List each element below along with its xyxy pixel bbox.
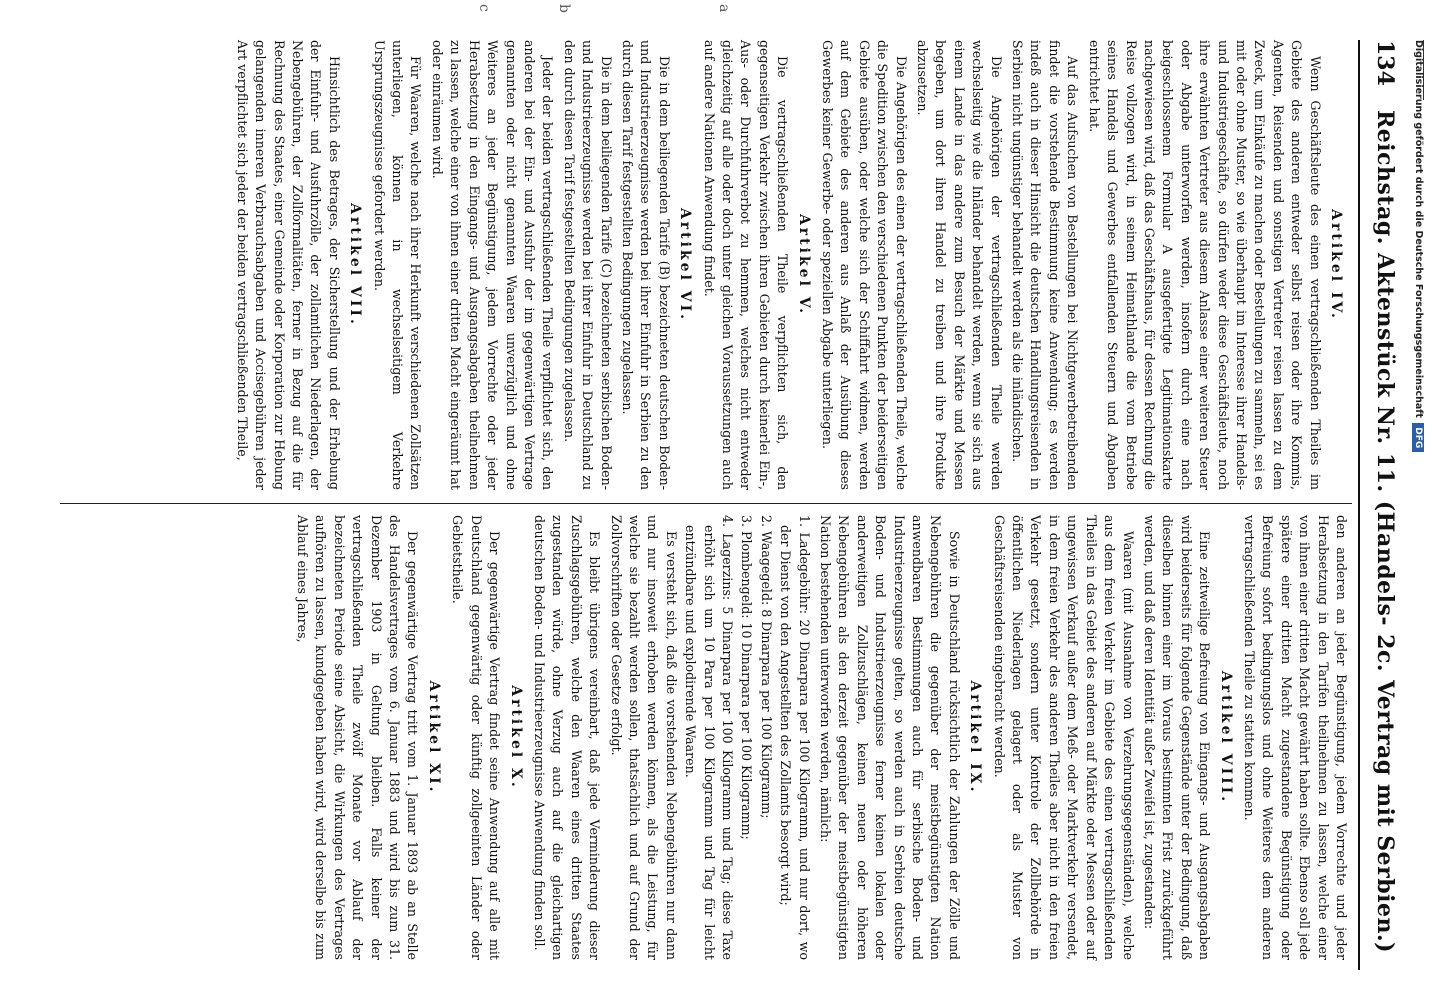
margin-marks — [432, 0, 1132, 26]
digitization-credit: Digitalisierung gefördert durch die Deutsche Forschungsgemeinschaft — [1413, 40, 1424, 418]
margin-mark: a — [716, 4, 732, 13]
article-heading: Artikel VI. — [677, 207, 694, 323]
article-heading: Artikel VII. — [347, 203, 364, 327]
paragraph: den anderen an jeder Begünstigung, jedem Vorrechte und jeder Herabsetzung in den Tarifen theilnehmen zu lassen, welche einer von ihnen einer dritten Macht gewährt haben sollte. Ebenso soll jede spätere einer dritten Macht zugestandene Begünstigung oder Befreiung sofort bedingungslos und ohne Weiteres dem anderen vertragschließenden Theile zu statten kommen. — [1241, 515, 1349, 960]
fee-list-item: 4. Lagerzins: 5 Dinarpara per 100 Kilogramm und Tag; diese Taxe erhöht sich um 10 Para per 100 Kilogramm und Tag für leicht entzündbare und explodirende Waaren. — [683, 515, 735, 960]
dfg-logo: DFG — [1412, 423, 1424, 452]
paragraph: Eine zeitweilige Befreiung von Eingangs- und Ausgangsabgaben wird beiderseits für folgende Gegenstände unter der Bedingung, daß dieselben binnen einer im Voraus bestimmten Frist zurückgeführt werden, und daß deren Identität außer Zweifel ist, zugestanden: — [1141, 515, 1213, 960]
paragraph: Die Angehörigen der vertragschließenden Theile werden wechselseitig wie die Inländer behandelt werden, wenn sie sich aus einem Lande in das andere zum Besuch der Märkte und Messen begeben, um dort ihren Handel zu treiben und ihre Produkte abzusetzen. — [915, 40, 1004, 490]
article-heading: Artikel IX. — [967, 680, 984, 795]
footer-credit-wrap — [1410, 40, 1426, 640]
paragraph: Auf das Aufsuchen von Bestellungen bei Nichtgewerbetreibenden findet die vorstehende Bestimmung keine Anwendung; es werden indeß auch in dieser Hinsicht die deutschen Handlungsreisenden in Serbien nicht ungünstiger behandelt werden als die inländischen. — [1010, 40, 1081, 490]
right-text-column — [60, 515, 1350, 960]
fee-list-item: 2. Waagegeld: 8 Dinarpara per 100 Kilogramm; — [758, 515, 774, 819]
paragraph: Waaren (mit Ausnahme von Verzehrungsgegenständen), welche aus dem freien Verkehr im Gebiete des einen vertragschließenden Theiles in das Gebiet des anderen auf Märkte oder Messen oder auf ungewissen Verkauf außer dem Meß- oder Marktverkehr versendet, in dem freien Verkehr des anderen Theiles aber nicht in den freien Verkehr gesetzt, sondern unter Kontrole der Zollbehörde in öffentlichen Niederlagen gelagert oder als Muster von Geschäftsreisenden eingebracht werden. — [991, 515, 1136, 960]
paragraph: Die Angehörigen des einen der vertragschließenden Theile, welche die Spedition zwischen den verschiedenen Punkten der beiderseitigen Gebiete ausüben, oder welche sich der Schiffahrt widmen, werden auf dem Gebiete des anderen aus Anlaß der Ausübung dieses Gewerbes keiner Gewerbe- oder speziellen Abgabe unterliegen. — [820, 40, 909, 490]
fee-list-item: 3. Plombengeld: 10 Dinarpara per 100 Kilogramm; — [739, 515, 755, 840]
paragraph: Sowie in Deutschland rücksichtlich der Zahlungen der Zölle und Nebengebühren die gegenüber der meistbegünstigten Nation anwendbaren Bestimmungen auch für serbische Boden- und Industrieerzeugnisse gelten, so werden auch in Serbien deutsche Boden- und Industrieerzeugnisse ferner keinen lokalen oder anderweitigen Zollzuschlägen, keinen neuen oder höheren Nebengebühren als den derzeit gegenüber der meistbegünstigten Nation bestehenden unterworfen werden, nämlich: — [818, 515, 962, 960]
paragraph: Es versteht sich, daß die vorstehenden Nebengebühren nur dann und nur insoweit erhoben werden können, als die Leistung, für welche sie bezahlt werden sollen, thatsächlich und auf Grund der Zollvorschriften oder Gesetze erfolgt. — [608, 515, 679, 960]
margin-mark: b — [556, 4, 572, 13]
page-number: 134 — [1372, 40, 1398, 86]
paragraph: Die in dem beiliegenden Tarife (C) bezeichneten serbischen Boden- und Industrieerzeugnisse werden bei ihrer Einfuhr in Deutschland zu den durch diesen Tarif festgestellten Bedingungen zugelassen. — [561, 40, 614, 490]
column-divider — [60, 503, 1352, 504]
paragraph: Die vertragschließenden Theile verpflichten sich, den gegenseitigen Verkehr zwischen ihren Gebieten durch keinerlei Ein-, Aus- oder Durchfuhrverbot zu hemmen, welches nicht entweder gleichzeitig auf alle oder doch unter gleichen Voraussetzungen auch auf andere Nationen Anwendung findet. — [701, 40, 791, 490]
article-heading: Artikel IV. — [1328, 209, 1344, 321]
left-text-column — [60, 40, 1350, 490]
paragraph: Der gegenwärtige Vertrag tritt vom 1. Januar 1893 ab an Stelle des Handelsvertrages vom 6. Januar 1883 und wird bis zum 31. Dezember 1903 in Geltung bleiben. Falls keiner der vertragschließenden Theile zwölf Monate vor Ablauf der bezeichneten Periode seine Absicht, die Wirkungen des Vertrages aufhören zu lassen, kundgegeben haben wird, wird derselbe bis zum Ablauf eines Jahres, — [295, 515, 421, 960]
paragraph: Es bleibt übrigens vereinbart, daß jede Verminderung dieser Zuschlagsgebühren, welche den Waaren eines dritten Staates zugestanden würde, ohne Verzug auch auf die gleichartigen deutschen Boden- und Industrieerzeugnisse Anwendung finden soll. — [531, 515, 603, 960]
paragraph: Die in dem beiliegenden Tarife (B) bezeichneten deutschen Boden- und Industrieerzeugnisse werden bei ihrer Einfuhr in Serbien zu den durch diesen Tarif festgestellten Bedingungen zugelassen. — [619, 40, 672, 490]
fee-list-item: 1. Ladegebühr: 20 Dinarpara per 100 Kilogramm, und nur dort, wo der Dienst von den Angestellten des Zollamts besorgt wird; — [778, 515, 812, 960]
paragraph: Der gegenwärtige Vertrag findet seine Anwendung auf alle mit Deutschland gegenwärtig oder künftig zollgeeinten Länder oder Gebietstheile. — [450, 515, 503, 960]
paragraph: Jeder der beiden vertragschließenden Theile verpflichtet sich, den anderen bei der Ein- und Ausfuhr der im gegenwärtigen Vertrage genannten oder nicht genannten Waaren unverzüglich und ohne Weiteres an jeder Begünstigung, jedem Vorrechte oder jeder Herabsetzung in den Eingangs- und Ausgangsabgaben theilnehmen zu lassen, welche einer von ihnen einer dritten Macht eingeräumt hat oder einräumen wird. — [429, 40, 556, 490]
page-header — [1358, 40, 1404, 970]
article-heading: Artikel X. — [507, 685, 524, 790]
article-heading: Artikel XI. — [425, 680, 442, 795]
paragraph: Hinsichtlich des Betrages, der Sicherstellung und der Erhebung der Einfuhr- und Ausfuhrzölle, der zollamtlichen Niederlagen, der Nebengebühren, der Zollformalitäten, ferner in Bezug auf die für Rechnung des Staates, einer Gemeinde oder Korporation zur Hebung gelangenden inneren Verbrauchsabgaben und Accisegebühren jeder Art verpflichtet sich jeder der beiden vertragschließenden Theile, — [234, 40, 342, 490]
margin-mark: c — [476, 4, 492, 12]
paragraph: Für Waaren, welche nach ihrer Herkunft verschiedenen Zollsätzen unterliegen, können in wechselseitigem Verkehre Ursprungszeugnisse gefordert werden. — [371, 40, 424, 490]
paragraph: Wenn Geschäftsleute des einen vertragschließenden Theiles im Gebiete des anderen entweder selbst reisen oder ihre Kommis, Agenten, Reisenden und sonstigen Vertreter reisen lassen zu dem Zweck, um Einkäufe zu machen oder Bestellungen zu sammeln, sei es mit oder ohne Muster, so wie überhaupt im Interesse ihrer Handels- und Industriegeschäfte, so dürfen weder diese Geschäftsleute, noch ihre erwähnten Vertreter aus diesem Anlasse einer weiteren Steuer oder Abgabe unterworfen werden, insofern durch eine nach beigeschlossenem Formular A ausgefertigte Legitimationskarte nachgewiesen wird, daß das Geschäftshaus, für dessen Rechnung die Reise vollzogen wird, in seinem Heimathlande die vom Betriebe seines Handels und Gewerbes entfallenden Steuern und Abgaben entrichtet hat. — [1086, 40, 1323, 490]
running-title: Reichstag. Aktenstück Nr. 11. (Handels- 2c. Vertrag mit Serbien.) — [1372, 110, 1398, 954]
article-heading: Artikel VIII. — [1217, 670, 1234, 805]
article-heading: Artikel V. — [795, 213, 812, 317]
